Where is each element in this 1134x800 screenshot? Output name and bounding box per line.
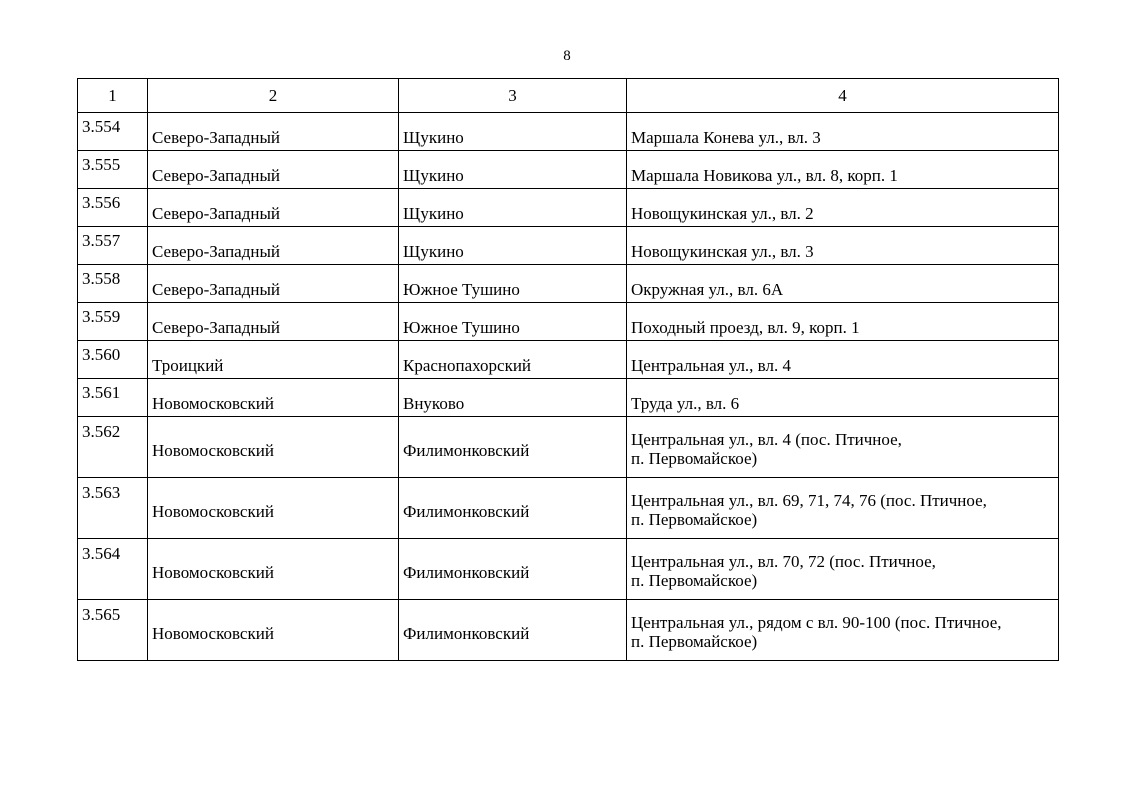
address-line: Центральная ул., вл. 4 (пос. Птичное, [631, 430, 902, 449]
table-row [78, 151, 1059, 189]
row-number-cell: 3.562 [78, 417, 148, 478]
address-line: Маршала Конева ул., вл. 3 [631, 128, 821, 147]
address-cell [627, 539, 1059, 600]
area-cell: Внуково [399, 379, 627, 417]
district-cell: Новомосковский [148, 600, 399, 661]
header-row [78, 79, 1059, 113]
address-cell [627, 265, 1059, 303]
table-row [78, 303, 1059, 341]
area-cell: Щукино [399, 227, 627, 265]
address-line: Маршала Новикова ул., вл. 8, корп. 1 [631, 166, 898, 185]
address-line: Новощукинская ул., вл. 2 [631, 204, 814, 223]
table-row [78, 478, 1059, 539]
district-cell: Северо-Западный [148, 151, 399, 189]
address-line: Труда ул., вл. 6 [631, 394, 740, 413]
area-cell: Филимонковский [399, 539, 627, 600]
address-line: Новощукинская ул., вл. 3 [631, 242, 814, 261]
address-cell [627, 227, 1059, 265]
address-cell [627, 600, 1059, 661]
district-cell: Северо-Западный [148, 189, 399, 227]
district-cell: Новомосковский [148, 478, 399, 539]
area-cell: Филимонковский [399, 600, 627, 661]
address-cell [627, 189, 1059, 227]
table-row [78, 227, 1059, 265]
row-number-cell: 3.565 [78, 600, 148, 661]
table-row [78, 341, 1059, 379]
table-row [78, 600, 1059, 661]
address-table [77, 78, 1059, 661]
address-line: п. Первомайское) [631, 632, 758, 651]
table-row [78, 539, 1059, 600]
table-row [78, 189, 1059, 227]
address-line: Окружная ул., вл. 6А [631, 280, 784, 299]
area-cell: Южное Тушино [399, 303, 627, 341]
row-number-cell: 3.558 [78, 265, 148, 303]
district-cell: Северо-Западный [148, 303, 399, 341]
table-row [78, 379, 1059, 417]
address-cell [627, 113, 1059, 151]
district-cell: Северо-Западный [148, 265, 399, 303]
row-number-cell: 3.563 [78, 478, 148, 539]
address-line: п. Первомайское) [631, 571, 758, 590]
row-number-cell: 3.556 [78, 189, 148, 227]
address-cell [627, 478, 1059, 539]
table-row [78, 113, 1059, 151]
address-cell [627, 303, 1059, 341]
table-row [78, 265, 1059, 303]
header-cell: 1 [78, 79, 148, 113]
row-number-cell: 3.561 [78, 379, 148, 417]
address-line: п. Первомайское) [631, 449, 758, 468]
row-number-cell: 3.557 [78, 227, 148, 265]
area-cell: Щукино [399, 189, 627, 227]
district-cell: Троицкий [148, 341, 399, 379]
address-line: Центральная ул., вл. 69, 71, 74, 76 (пос. Птичное, [631, 491, 987, 510]
district-cell: Северо-Западный [148, 227, 399, 265]
area-cell: Филимонковский [399, 478, 627, 539]
address-line: Походный проезд, вл. 9, корп. 1 [631, 318, 860, 337]
page-number: 8 [563, 48, 571, 64]
row-number-cell: 3.560 [78, 341, 148, 379]
district-cell: Новомосковский [148, 379, 399, 417]
header-cell: 2 [148, 79, 399, 113]
table-row [78, 417, 1059, 478]
header-cell: 3 [399, 79, 627, 113]
row-number-cell: 3.555 [78, 151, 148, 189]
header-cell: 4 [627, 79, 1059, 113]
address-line: Центральная ул., вл. 4 [631, 356, 791, 375]
address-cell [627, 417, 1059, 478]
area-cell: Щукино [399, 113, 627, 151]
row-number-cell: 3.559 [78, 303, 148, 341]
address-line: п. Первомайское) [631, 510, 758, 529]
address-line: Центральная ул., рядом с вл. 90-100 (пос. Птичное, [631, 613, 1002, 632]
address-cell [627, 379, 1059, 417]
area-cell: Южное Тушино [399, 265, 627, 303]
row-number-cell: 3.564 [78, 539, 148, 600]
district-cell: Новомосковский [148, 539, 399, 600]
area-cell: Филимонковский [399, 417, 627, 478]
row-number-cell: 3.554 [78, 113, 148, 151]
address-cell [627, 151, 1059, 189]
address-cell [627, 341, 1059, 379]
area-cell: Краснопахорский [399, 341, 627, 379]
area-cell: Щукино [399, 151, 627, 189]
address-line: Центральная ул., вл. 70, 72 (пос. Птичное, [631, 552, 936, 571]
district-cell: Северо-Западный [148, 113, 399, 151]
district-cell: Новомосковский [148, 417, 399, 478]
